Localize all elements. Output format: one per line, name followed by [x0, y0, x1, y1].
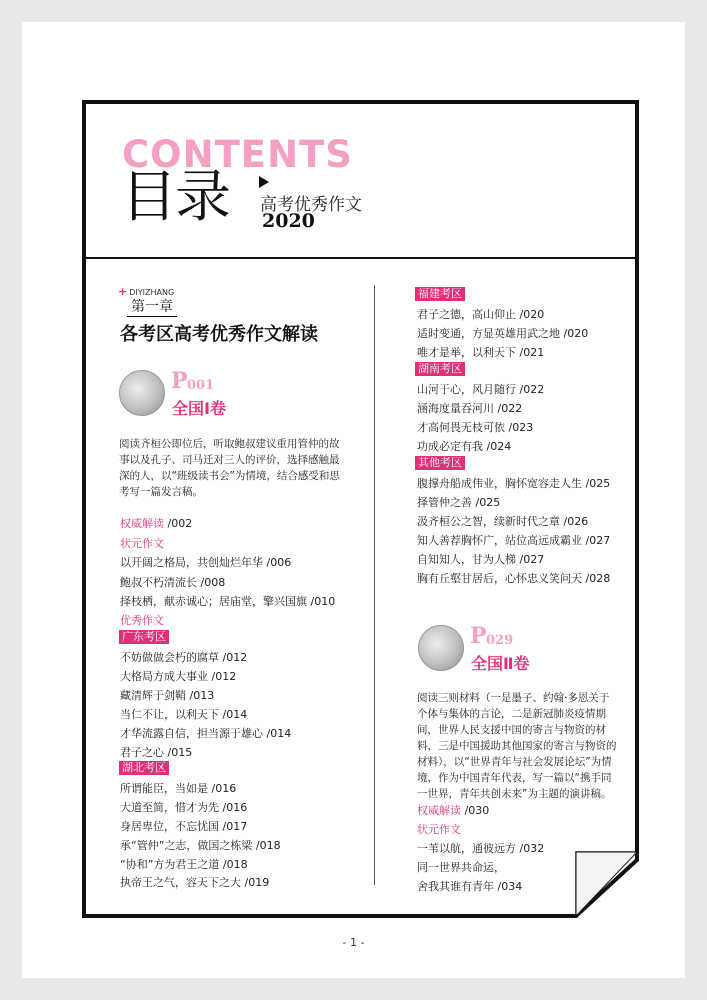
- authority-page: /030: [464, 804, 490, 817]
- page-number: - 1 -: [342, 936, 365, 949]
- list-item[interactable]: 一苇以航，通彼远方 /032: [417, 842, 545, 855]
- authority-label-left[interactable]: [120, 515, 192, 531]
- list-item[interactable]: 大道至简，惜才为先 /016: [120, 801, 248, 814]
- authority-page: /002: [167, 517, 193, 530]
- list-item[interactable]: 自知知人，甘为人梯 /027: [417, 553, 545, 566]
- badge-volume: 全国Ⅱ卷: [471, 654, 530, 673]
- badge-quanguo-1: [119, 370, 259, 430]
- authority-label-text: 权威解读: [120, 517, 164, 530]
- badge-image: [418, 625, 464, 671]
- year: 2020: [262, 210, 315, 232]
- list-item[interactable]: 以开阔之格局，共创灿烂年华 /006: [120, 556, 292, 569]
- list-item[interactable]: 才华流露自信，担当源于雄心 /014: [120, 727, 292, 740]
- authority-label-right[interactable]: [417, 802, 489, 818]
- region-label-hubei: 湖北考区: [119, 761, 169, 775]
- triangle-icon: [259, 176, 269, 188]
- list-item[interactable]: 胸有丘壑甘居后，心怀忠义笑问天 /028: [417, 572, 611, 585]
- list-item[interactable]: 承“管仲”之志，做国之栋梁 /018: [120, 839, 281, 852]
- intro-paragraph-left: 阅读齐桓公即位后，听取鲍叔建议重用管仲的故事以及孔子、司马迁对三人的评价，选择感触最深的人，以“班级读书会”为情境，结合感受和思考写一篇发言稿。: [119, 438, 340, 498]
- list-item[interactable]: 择枝栖，献赤诚心；居庙堂，擎兴国旗 /010: [120, 595, 336, 608]
- badge-p: P: [171, 368, 188, 394]
- list-item[interactable]: 身居卑位，不忘忧国 /017: [120, 820, 248, 833]
- list-item[interactable]: 汲齐桓公之智，续新时代之章 /026: [417, 515, 589, 528]
- badge-image: [119, 370, 165, 416]
- column-divider: [374, 285, 375, 885]
- chapter-tag-text: DIYIZHANG: [129, 288, 175, 297]
- list-item[interactable]: 所谓能臣，当如是 /016: [120, 782, 237, 795]
- list-item[interactable]: 功成必定有我 /024: [417, 440, 512, 453]
- list-item[interactable]: 适时变通，方显英雄用武之地 /020: [417, 327, 589, 340]
- chapter-title: 第一章: [131, 296, 173, 316]
- list-item[interactable]: 同一世界共命运，: [417, 861, 505, 874]
- list-item[interactable]: 涵海度量吞河川 /022: [417, 402, 523, 415]
- list-item[interactable]: 不妨做做会朽的腐草 /012: [120, 651, 248, 664]
- region-label-other: 其他考区: [415, 456, 465, 470]
- top-essay-label-right: 状元作文: [417, 823, 461, 836]
- list-item[interactable]: “协和”方为君王之道 /018: [120, 858, 248, 871]
- list-item[interactable]: 君子之德，高山仰止 /020: [417, 308, 545, 321]
- list-item[interactable]: 知人善荐胸怀广，站位高远成霸业 /027: [417, 534, 611, 547]
- badge-quanguo-2: [418, 625, 558, 685]
- list-item[interactable]: 大格局方成大事业 /012: [120, 670, 237, 683]
- chapter-main-title: 各考区高考优秀作文解读: [120, 324, 318, 345]
- list-item[interactable]: 唯才是举，以利天下 /021: [417, 346, 545, 359]
- plus-icon: +: [118, 285, 128, 298]
- list-item[interactable]: 择管仲之善 /025: [417, 496, 501, 509]
- list-item[interactable]: 当仁不让，以利天下 /014: [120, 708, 248, 721]
- subtitle: 高考优秀作文: [260, 195, 362, 215]
- excellent-essay-label: 优秀作文: [120, 614, 164, 627]
- region-label-fujian: 福建考区: [415, 287, 465, 301]
- list-item[interactable]: 藏清辉于剑鞘 /013: [120, 689, 215, 702]
- badge-volume: 全国Ⅰ卷: [172, 399, 226, 418]
- intro-paragraph-right: 阅读三则材料（一是墨子、约翰·多恩关于个体与集体的言论，二是新冠肺炎疫情期间，世界人民支援中国的寄言与物资的材料，三是中国援助其他国家的寄言与物资的材料），以“世界青年与社会发展论坛”为情境，作为中国青年代表，写一篇以“携手同一世界，青年共创未来”为主题的演讲稿。: [417, 692, 617, 800]
- list-item[interactable]: 山河于心，风月随行 /022: [417, 383, 545, 396]
- authority-label-text: 权威解读: [417, 804, 461, 817]
- contents-heading: CONTENTS: [122, 133, 353, 176]
- badge-page-number: 001: [187, 378, 215, 393]
- region-label-hunan: 湖南考区: [415, 362, 465, 376]
- top-essay-label-left: 状元作文: [120, 537, 164, 550]
- list-item[interactable]: 腹撑舟船成伟业，胸怀宽容走人生 /025: [417, 477, 611, 490]
- badge-page-number: 029: [486, 633, 514, 648]
- badge-p: P: [470, 623, 487, 649]
- list-item[interactable]: 才高何畏无枝可依 /023: [417, 421, 534, 434]
- list-item[interactable]: 鲍叔不朽清流长 /008: [120, 576, 226, 589]
- list-item[interactable]: 君子之心 /015: [120, 746, 193, 759]
- list-item[interactable]: 舍我其谁有青年 /034: [417, 880, 523, 893]
- mulu-heading: 目录: [121, 165, 229, 230]
- region-label-guangdong: 广东考区: [119, 630, 169, 644]
- list-item[interactable]: 执帝王之气，容天下之大 /019: [120, 876, 270, 889]
